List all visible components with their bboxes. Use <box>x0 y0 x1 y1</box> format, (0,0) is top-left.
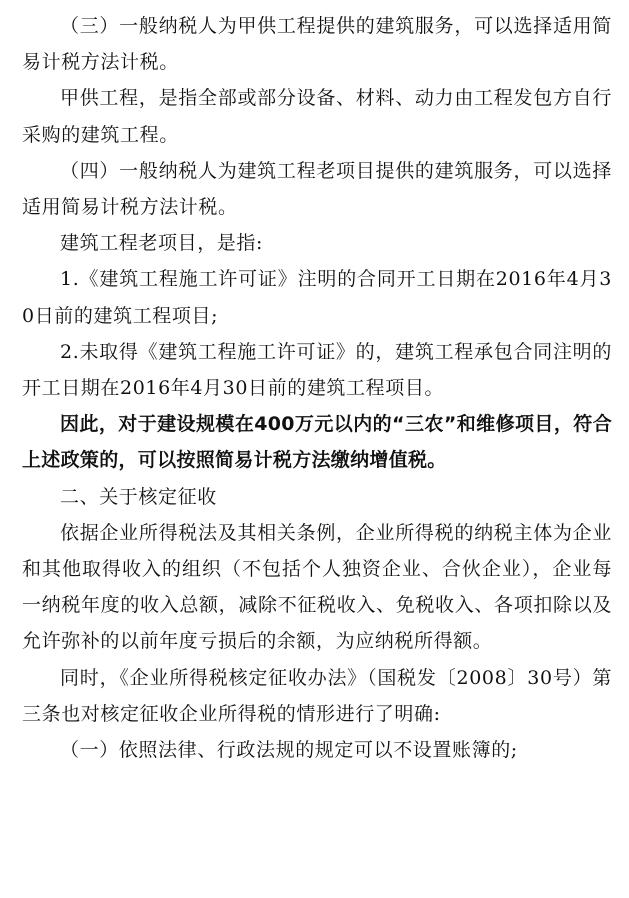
paragraph-verification-method: 同时，《企业所得税核定征收办法》（国税发〔2008〕30号）第三条也对核定征收企业所得税的情形进行了明确: <box>22 666 612 725</box>
list-item-no-accounts: （一）依照法律、行政法规的规定可以不设置账簿的; <box>60 739 518 762</box>
section-heading-verified-collection: 二、关于核定征收 <box>60 485 217 508</box>
paragraph-jiagong-definition: 甲供工程，是指全部或部分设备、材料、动力由工程发包方自行采购的建筑工程。 <box>22 87 612 146</box>
list-item-contract-date: 2.未取得《建筑工程施工许可证》的，建筑工程承包合同注明的开工日期在2016年4月30日前的建筑工程项目。 <box>22 340 612 400</box>
paragraph-conclusion-bold: 因此，对于建设规模在400万元以内的“三农”和维修项目，符合上述政策的，可以按照简易计税方法缴纳增值税。 <box>22 413 612 472</box>
paragraph-jiagong-simple-tax: （三）一般纳税人为甲供工程提供的建筑服务，可以选择适用简易计税方法计税。 <box>22 15 612 74</box>
list-item-permit-date: 1.《建筑工程施工许可证》注明的合同开工日期在2016年4月30日前的建筑工程项目; <box>22 268 612 327</box>
paragraph-old-project-simple-tax: （四）一般纳税人为建筑工程老项目提供的建筑服务，可以选择适用简易计税方法计税。 <box>22 159 612 219</box>
document-page <box>22 8 612 768</box>
paragraph-old-project-definition: 建筑工程老项目，是指: <box>60 232 264 255</box>
paragraph-income-tax-basis: 依据企业所得税法及其相关条例，企业所得税的纳税主体为企业和其他取得收入的组织（不包括个人独资企业、合伙企业），企业每一纳税年度的收入总额，减除不征税收入、免税收入、各项扣除以及允许弥补的以前年度亏损后的余额，为应纳税所得额。 <box>22 521 612 653</box>
